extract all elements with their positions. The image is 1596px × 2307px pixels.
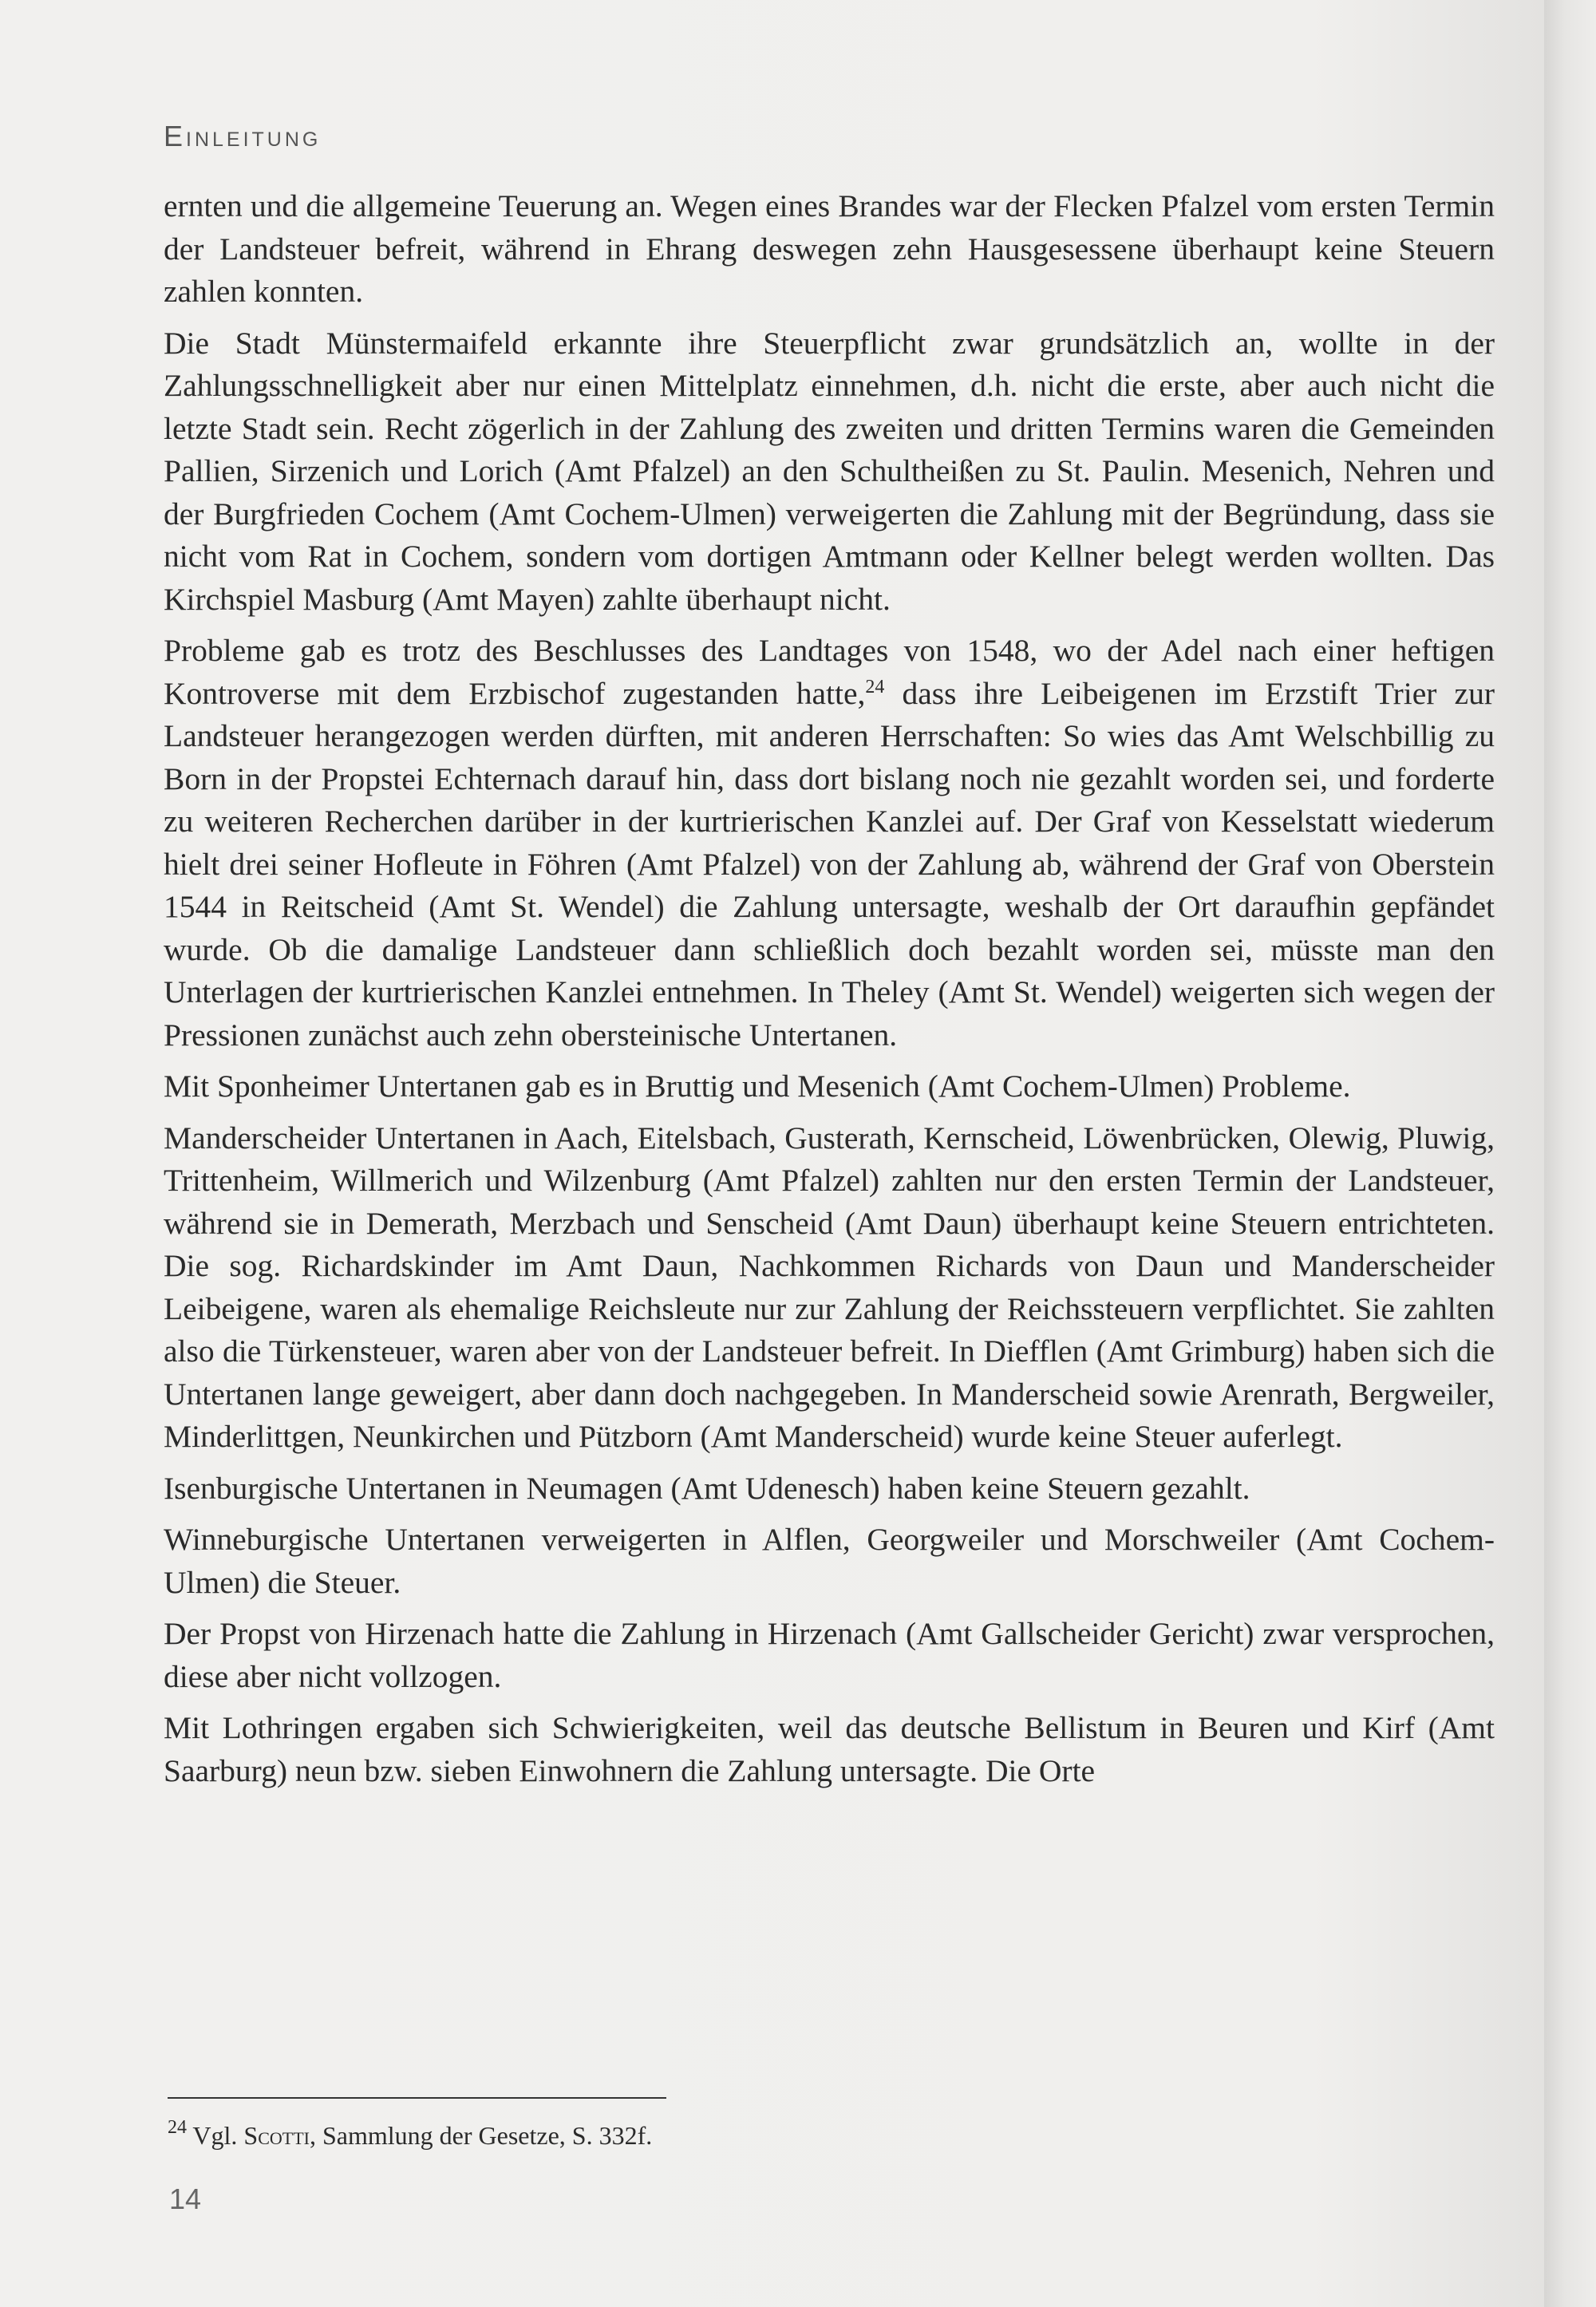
footnote-reference: 24: [865, 676, 885, 697]
footnote: [168, 2117, 653, 2151]
paragraph: Manderscheider Untertanen in Aach, Eitelsbach, Gusterath, Kernscheid, Löwenbrücken, Olewig, Pluwig, Trittenheim, Willmerich und Wilzenburg (Amt Pfalzel) zahlten nur den ersten Termin der Landsteuer, während sie in Demerath, Merzbach und Senscheid (Amt Daun) überhaupt keine Steuern entrichteten. Die sog. Richardskinder im Amt Daun, Nachkommen Richards von Daun und Manderscheider Leibeigene, waren als ehemalige Reichsleute nur zur Zahlung der Reichssteuern verpflichtet. Sie zahlten also die Türkensteuer, waren aber von der Landsteuer befreit. In Diefflen (Amt Grimburg) haben sich die Untertanen lange geweigert, aber dann doch nachgegeben. In Manderscheid sowie Arenrath, Bergweiler, Minderlittgen, Neunkirchen und Pützborn (Amt Manderscheid) wurde keine Steuer auferlegt.: [164, 1120, 1495, 1454]
running-header: Einleitung: [164, 120, 322, 152]
paragraph: Mit Sponheimer Untertanen gab es in Bruttig und Mesenich (Amt Cochem-Ulmen) Probleme.: [164, 1069, 1351, 1104]
paragraph: ernten und die allgemeine Teuerung an. Wegen eines Brandes war der Flecken Pfalzel vom ersten Termin der Landsteuer befreit, während in Ehrang deswegen zehn Hausgesessene überhaupt keine Steuern zahlen konnten.: [164, 188, 1495, 309]
paragraph: Die Stadt Münstermaifeld erkannte ihre Steuerpflicht zwar grundsätzlich an, wollte in der Zahlungsschnelligkeit aber nur einen Mittelplatz einnehmen, d.h. nicht die erste, aber auch nicht die letzte Stadt sein. Recht zögerlich in der Zahlung des zweiten und dritten Termins waren die Gemeinden Pallien, Sirzenich und Lorich (Amt Pfalzel) an den Schultheißen zu St. Paulin. Mesenich, Nehren und der Burgfrieden Cochem (Amt Cochem-Ulmen) verweigerten die Zahlung mit der Begründung, dass sie nicht vom Rat in Cochem, sondern vom dortigen Amtmann oder Kellner belegt werden wollten. Das Kirchspiel Masburg (Amt Mayen) zahlte überhaupt nicht.: [164, 325, 1495, 617]
page-number: 14: [169, 2183, 202, 2215]
paragraph: Isenburgische Untertanen in Neumagen (Amt Udenesch) haben keine Steuern gezahlt.: [164, 1470, 1250, 1506]
footnote-number: 24: [168, 2117, 187, 2138]
footnote-text: , Sammlung der Gesetze, S. 332f.: [309, 2121, 653, 2150]
page-edge: [1544, 0, 1596, 2307]
paragraph: Mit Lothringen ergaben sich Schwierigkeiten, weil das deutsche Bellistum in Beuren und Kirf (Amt Saarburg) neun bzw. sieben Einwohnern die Zahlung untersagte. Die Orte: [164, 1710, 1495, 1788]
footnote-author: Scotti: [243, 2121, 310, 2150]
paragraph-text: Probleme gab es trotz des Beschlusses des Landtages von 1548, wo der Adel nach einer heftigen Kontroverse mit dem Erzbischof zugestanden hatte,: [164, 633, 1495, 711]
footnote-divider: [168, 2097, 666, 2099]
paragraph: Winneburgische Untertanen verweigerten in Alflen, Georgweiler und Morschweiler (Amt Cochem-Ulmen) die Steuer.: [164, 1522, 1495, 1600]
paragraph-text: dass ihre Leibeigenen im Erzstift Trier zur Landsteuer herangezogen werden dürften, mit anderen Herrschaften: So wies das Amt Welschbillig zu Born in der Propstei Echternach darauf hin, dass dort bislang noch nie gezahlt worden sei, und forderte zu weiteren Recherchen darüber in der kurtrierischen Kanzlei auf. Der Graf von Kesselstatt wiederum hielt drei seiner Hofleute in Föhren (Amt Pfalzel) von der Zahlung ab, während der Graf von Oberstein 1544 in Reitscheid (Amt St. Wendel) die Zahlung untersagte, weshalb der Ort daraufhin gepfändet wurde. Ob die damalige Landsteuer dann schließlich doch bezahlt worden sei, müsste man den Unterlagen der kurtrierischen Kanzlei entnehmen. In Theley (Amt St. Wendel) weigerten sich wegen der Pressionen zunächst auch zehn obersteinische Untertanen.: [164, 675, 1495, 1053]
body-text: [164, 185, 1495, 1801]
paragraph: Der Propst von Hirzenach hatte die Zahlung in Hirzenach (Amt Gallscheider Gericht) zwar versprochen, diese aber nicht vollzogen.: [164, 1616, 1495, 1694]
paragraph: [164, 630, 1495, 1057]
footnote-prefix: Vgl.: [187, 2121, 244, 2150]
